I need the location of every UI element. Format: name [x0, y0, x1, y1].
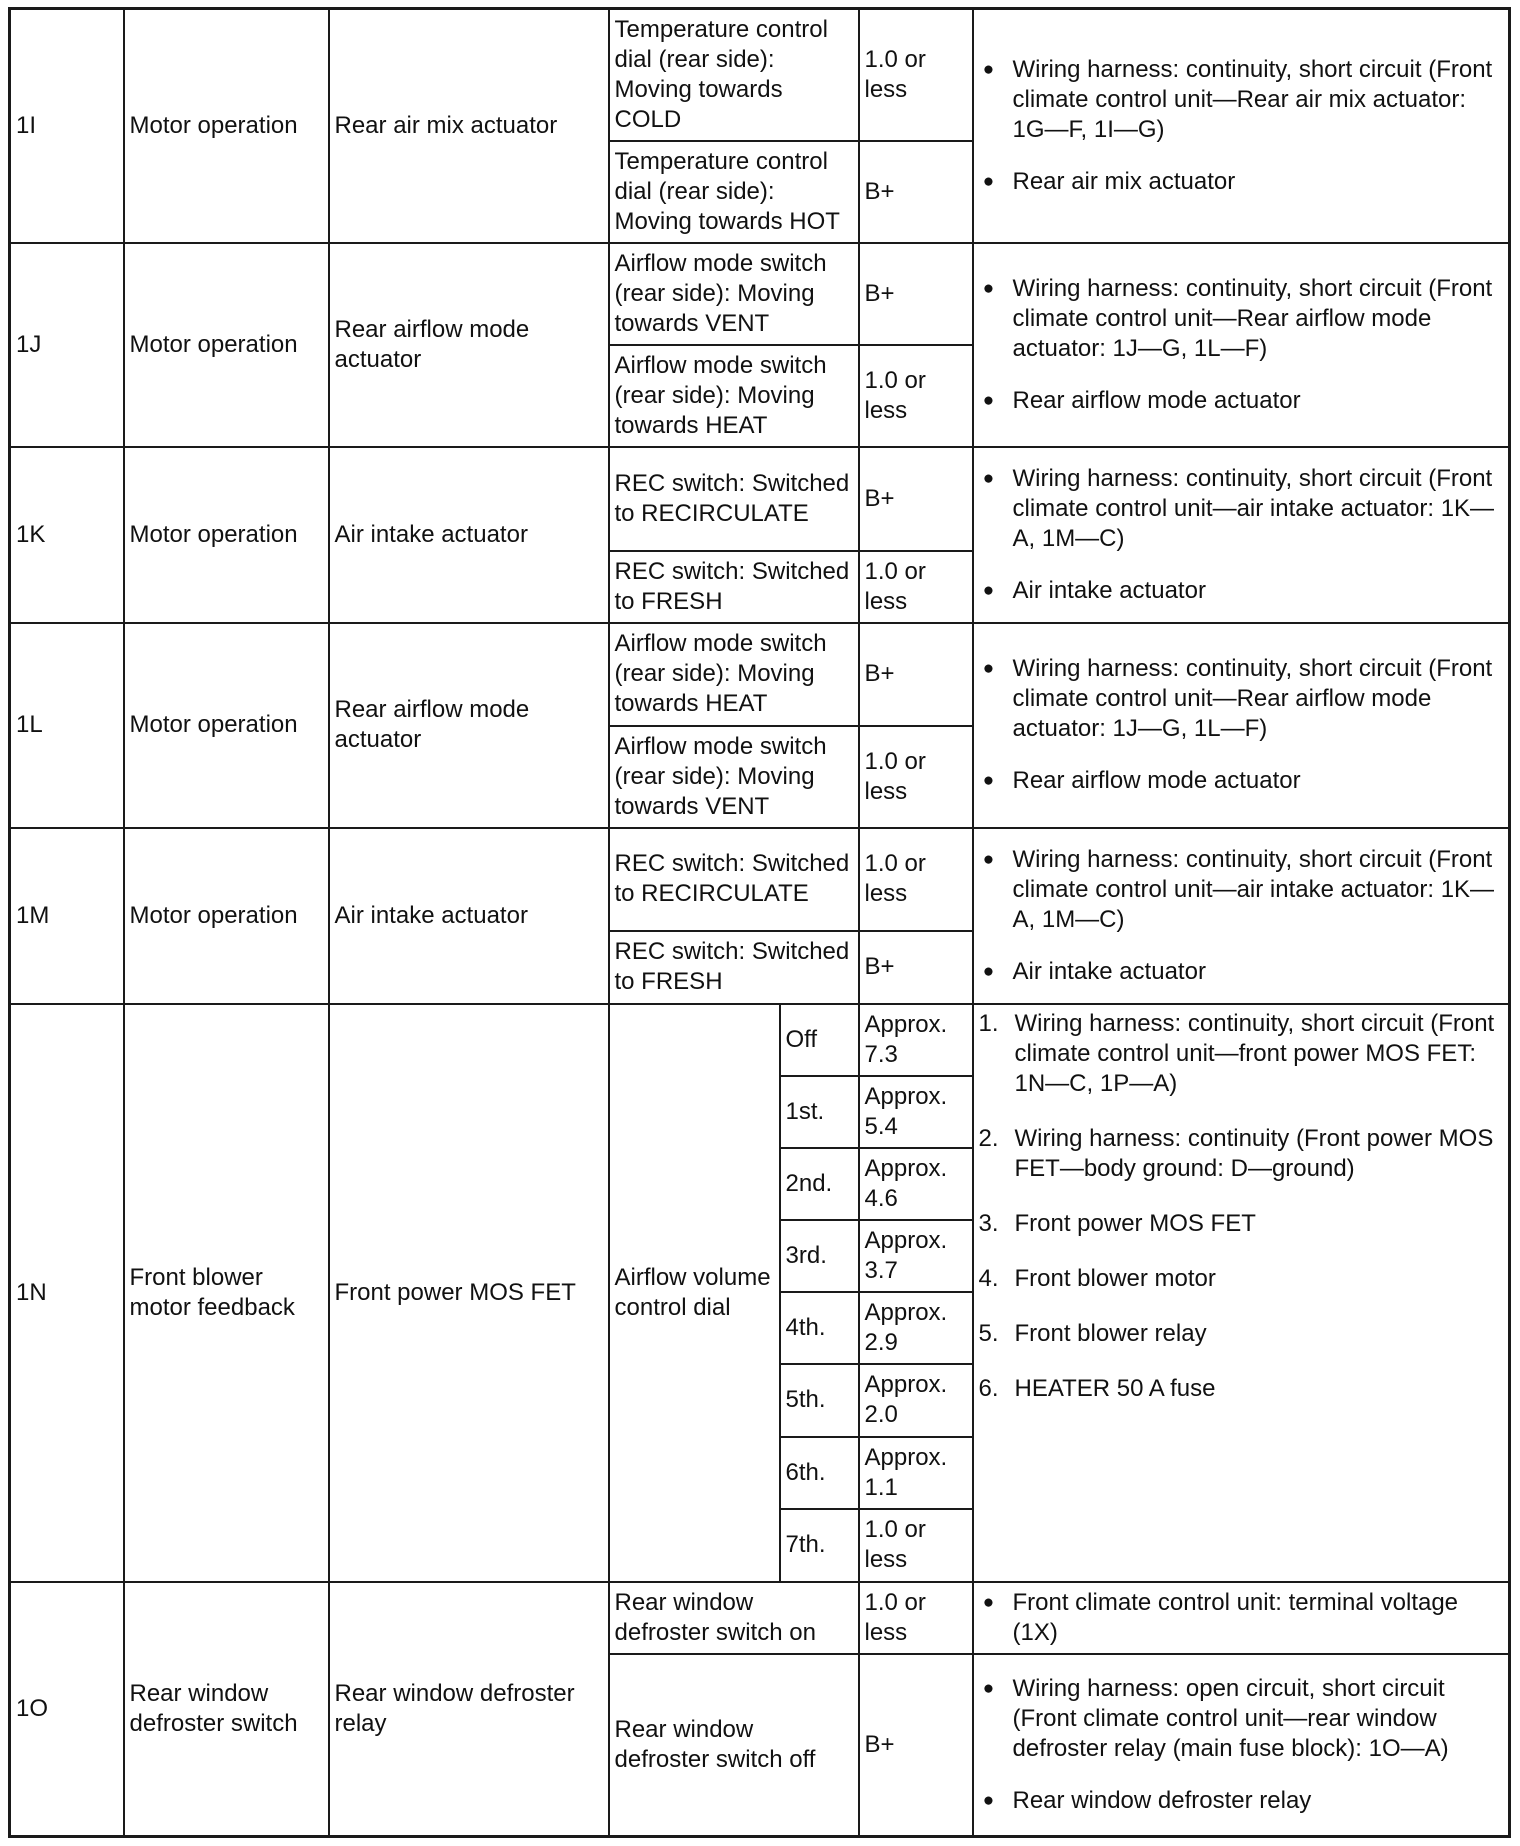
item-text: Front power MOS FET — [1014, 1209, 1256, 1237]
condition: REC switch: Switched to RECIRCULATE — [609, 828, 859, 931]
inspection-items — [973, 1582, 1510, 1654]
table-row — [10, 447, 1510, 551]
table-row — [10, 623, 1510, 726]
voltage-value: B+ — [859, 141, 973, 243]
dial-position: 2nd. — [780, 1148, 859, 1220]
inspection-item: ● Air intake actuator — [1013, 576, 1500, 606]
voltage-value: 1.0 or less — [859, 9, 973, 141]
voltage-value: Approx. 7.3 — [859, 1004, 973, 1076]
inspection-item — [978, 1209, 1500, 1239]
voltage-value: 1.0 or less — [859, 1509, 973, 1582]
voltage-value: Approx. 1.1 — [859, 1437, 973, 1509]
measurement-item: Motor operation — [124, 447, 329, 623]
voltage-value: 1.0 or less — [859, 828, 973, 931]
voltage-value: B+ — [859, 243, 973, 345]
inspection-item: ● Rear airflow mode actuator — [1013, 386, 1500, 416]
item-number: 3. — [978, 1209, 999, 1237]
inspection-items — [973, 243, 1510, 447]
measurement-item: Front blower motor feedback — [124, 1004, 329, 1582]
voltage-value: 1.0 or less — [859, 1582, 973, 1654]
terminal-id: 1M — [10, 828, 124, 1004]
item-text: Wiring harness: continuity, short circuit (Front climate control unit—front power MOS FET: 1N—C, 1P—A) — [1014, 1009, 1495, 1097]
inspection-items — [973, 1004, 1510, 1582]
voltage-value: 1.0 or less — [859, 345, 973, 447]
voltage-value: 1.0 or less — [859, 551, 973, 623]
voltage-value: Approx. 2.0 — [859, 1364, 973, 1437]
dial-position: 1st. — [780, 1076, 859, 1148]
dial-position: 7th. — [780, 1509, 859, 1582]
terminal-id: 1I — [10, 9, 124, 243]
dial-position: Off — [780, 1004, 859, 1076]
table-row — [10, 9, 1510, 141]
measurement-item: Motor operation — [124, 9, 329, 243]
dial-position: 3rd. — [780, 1220, 859, 1292]
item-number: 5. — [978, 1319, 999, 1347]
dial-position: 6th. — [780, 1437, 859, 1509]
inspection-item — [978, 1374, 1500, 1404]
inspection-item: ● Rear air mix actuator — [1013, 167, 1500, 197]
item-text: Front blower relay — [1014, 1319, 1207, 1347]
voltage-value: B+ — [859, 623, 973, 726]
inspection-item — [978, 1319, 1500, 1349]
dial-label: Airflow volume control dial — [609, 1004, 780, 1582]
measurement-item: Motor operation — [124, 828, 329, 1004]
voltage-value: Approx. 2.9 — [859, 1292, 973, 1364]
dial-position: 5th. — [780, 1364, 859, 1437]
inspection-item: ● Air intake actuator — [1013, 957, 1500, 987]
table-row — [10, 1004, 1510, 1076]
component: Rear airflow mode actuator — [329, 243, 609, 447]
component: Rear air mix actuator — [329, 9, 609, 243]
item-number: 1. — [978, 1009, 999, 1037]
component: Air intake actuator — [329, 447, 609, 623]
inspection-item — [978, 1124, 1500, 1184]
item-text: HEATER 50 A fuse — [1014, 1374, 1216, 1402]
measurement-item: Motor operation — [124, 623, 329, 828]
voltage-value: Approx. 4.6 — [859, 1148, 973, 1220]
voltage-value: B+ — [859, 1654, 973, 1837]
table-row — [10, 828, 1510, 931]
inspection-item: ● Front climate control unit: terminal voltage (1X) — [1013, 1588, 1500, 1648]
table-row — [10, 1582, 1510, 1654]
measurement-item: Rear window defroster switch — [124, 1582, 329, 1837]
component: Air intake actuator — [329, 828, 609, 1004]
item-number: 4. — [978, 1264, 999, 1292]
diagnosis-table — [8, 7, 1511, 1838]
condition: Rear window defroster switch on — [609, 1582, 859, 1654]
inspection-items — [973, 447, 1510, 623]
condition: Temperature control dial (rear side): Moving towards HOT — [609, 141, 859, 243]
inspection-items — [973, 828, 1510, 1004]
measurement-item: Motor operation — [124, 243, 329, 447]
inspection-item: ● Wiring harness: continuity, short circuit (Front climate control unit—Rear air mix actuator: 1G—F, 1I—G) — [1013, 55, 1500, 145]
terminal-id: 1N — [10, 1004, 124, 1582]
condition: REC switch: Switched to RECIRCULATE — [609, 447, 859, 551]
inspection-item — [978, 1264, 1500, 1294]
terminal-id: 1K — [10, 447, 124, 623]
voltage-value: B+ — [859, 447, 973, 551]
dial-position: 4th. — [780, 1292, 859, 1364]
inspection-item: ● Wiring harness: continuity, short circuit (Front climate control unit—Rear airflow mode actuator: 1J—G, 1L—F) — [1013, 654, 1500, 744]
condition: Airflow mode switch (rear side): Moving towards VENT — [609, 243, 859, 345]
table-row — [10, 243, 1510, 345]
inspection-item — [978, 1009, 1500, 1099]
inspection-items — [973, 9, 1510, 243]
terminal-id: 1L — [10, 623, 124, 828]
condition: REC switch: Switched to FRESH — [609, 551, 859, 623]
inspection-item: ● Wiring harness: continuity, short circuit (Front climate control unit—air intake actuator: 1K—A, 1M—C) — [1013, 845, 1500, 935]
inspection-item: ● Rear airflow mode actuator — [1013, 766, 1500, 796]
item-text: Front blower motor — [1014, 1264, 1216, 1292]
item-text: Wiring harness: continuity (Front power MOS FET—body ground: D—ground) — [1014, 1124, 1494, 1182]
component: Rear airflow mode actuator — [329, 623, 609, 828]
condition: Airflow mode switch (rear side): Moving towards HEAT — [609, 345, 859, 447]
condition: REC switch: Switched to FRESH — [609, 931, 859, 1004]
inspection-item: ● Wiring harness: continuity, short circuit (Front climate control unit—air intake actuator: 1K—A, 1M—C) — [1013, 464, 1500, 554]
component: Front power MOS FET — [329, 1004, 609, 1582]
condition: Airflow mode switch (rear side): Moving towards HEAT — [609, 623, 859, 726]
component: Rear window defroster relay — [329, 1582, 609, 1837]
inspection-items — [973, 1654, 1510, 1837]
voltage-value: Approx. 5.4 — [859, 1076, 973, 1148]
item-number: 2. — [978, 1124, 999, 1152]
voltage-value: 1.0 or less — [859, 726, 973, 828]
condition: Temperature control dial (rear side): Moving towards COLD — [609, 9, 859, 141]
inspection-items — [973, 623, 1510, 828]
inspection-item: ● Wiring harness: open circuit, short circuit (Front climate control unit—rear window defroster relay (main fuse block): 1O—A) — [1013, 1674, 1500, 1764]
voltage-value: Approx. 3.7 — [859, 1220, 973, 1292]
item-number: 6. — [978, 1374, 999, 1402]
terminal-id: 1O — [10, 1582, 124, 1837]
inspection-item: ● Rear window defroster relay — [1013, 1786, 1500, 1816]
voltage-value: B+ — [859, 931, 973, 1004]
inspection-item: ● Wiring harness: continuity, short circuit (Front climate control unit—Rear airflow mode actuator: 1J—G, 1L—F) — [1013, 274, 1500, 364]
terminal-id: 1J — [10, 243, 124, 447]
condition: Rear window defroster switch off — [609, 1654, 859, 1837]
condition: Airflow mode switch (rear side): Moving towards VENT — [609, 726, 859, 828]
